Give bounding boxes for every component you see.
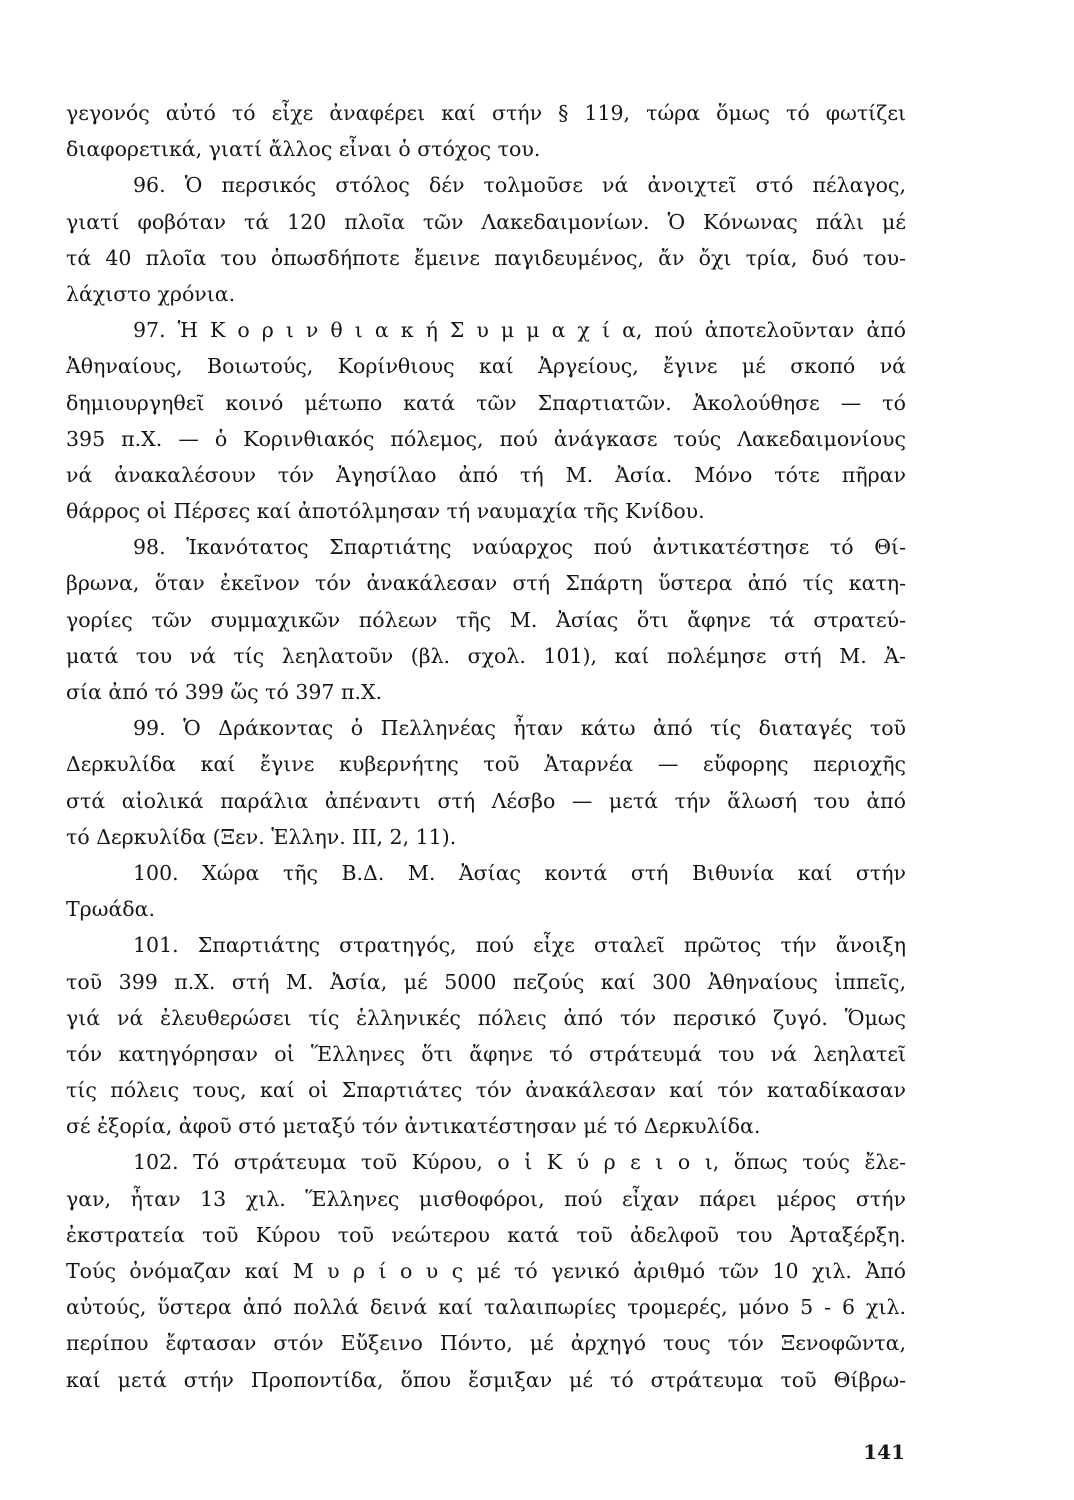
note-97-start: 97. Ἡ Κ ο ρ ι ν θ ι α κ ή Σ υ μ μ α χ ί α, πού ἀποτελοῦνταν ἀπό [133,318,906,343]
text-line: τόν κατηγόρησαν οἱ Ἕλληνες ὅτι ἄφηνε τό στράτευμά του νά λεηλατεῖ [66,1041,906,1066]
note-96-start: 96. Ὁ περσικός στόλος δέν τολμοῦσε νά ἀνοιχτεῖ στό πέλαγος, [133,173,906,198]
text-line: Δερκυλίδα καί ἔγινε κυβερνήτης τοῦ Ἀταρνέα — εὔφορης περιοχῆς [66,752,906,777]
note-98-start: 98. Ἱκανότατος Σπαρτιάτης ναύαρχος πού ἀντικατέστησε τό Θί- [133,535,906,560]
text-line: στά αἰολικά παράλια ἀπέναντι στή Λέσβο — μετά τήν ἅλωσή του ἀπό [66,788,906,813]
body-text [66,95,906,1398]
text-line: περίπου ἔφτασαν στόν Εὔξεινο Πόντο, μέ ἀρχηγό τους τόν Ξενοφῶντα, [66,1331,906,1356]
text-line: γιατί φοβόταν τά 120 πλοῖα τῶν Λακεδαιμονίων. Ὁ Κόνωνας πάλι μέ [66,209,906,234]
text-line: σέ ἐξορία, ἀφοῦ στό μεταξύ τόν ἀντικατέστησαν μέ τό Δερκυλίδα. [66,1114,761,1139]
text-line: τά 40 πλοῖα του ὁπωσδήποτε ἔμεινε παγιδευμένος, ἄν ὄχι τρία, δυό του- [66,245,906,270]
text-line: τίς πόλεις τους, καί οἱ Σπαρτιάτες τόν ἀνακάλεσαν καί τόν καταδίκασαν [66,1078,906,1103]
text-line: αὐτούς, ὕστερα ἀπό πολλά δεινά καί ταλαιπωρίες τρομερές, μόνο 5 - 6 χιλ. [66,1295,906,1320]
text-line: σία ἀπό τό 399 ὥς τό 397 π.Χ. [66,680,383,704]
text-line: γαν, ἦταν 13 χιλ. Ἕλληνες μισθοφόροι, πού εἶχαν πάρει μέρος στήν [66,1186,906,1211]
text-line: νά ἀνακαλέσουν τόν Ἀγησίλαο ἀπό τή Μ. Ἀσία. Μόνο τότε πῆραν [66,462,906,487]
note-99-start: 99. Ὁ Δράκοντας ὁ Πελληνέας ἦταν κάτω ἀπό τίς διαταγές τοῦ [133,716,906,741]
text-line: λάχιστο χρόνια. [66,281,236,306]
page-number: 141 [863,1440,905,1464]
text-line: καί μετά στήν Προποντίδα, ὅπου ἔσμιξαν μέ τό στράτευμα τοῦ Θίβρω- [66,1367,906,1392]
text-line: Ἀθηναίους, Βοιωτούς, Κορίνθιους καί Ἀργείους, ἔγινε μέ σκοπό νά [66,354,906,379]
text-line: βρωνα, ὅταν ἐκεῖνον τόν ἀνακάλεσαν στή Σπάρτη ὕστερα ἀπό τίς κατη- [66,571,906,596]
note-102-start: 102. Τό στράτευμα τοῦ Κύρου, ο ἱ Κ ύ ρ ε ι ο ι, ὅπως τούς ἔλε- [133,1150,906,1175]
text-line: 395 π.Χ. — ὁ Κορινθιακός πόλεμος, πού ἀνάγκασε τούς Λακεδαιμονίους [66,426,906,451]
note-101-start: 101. Σπαρτιάτης στρατηγός, πού εἶχε σταλεῖ πρῶτος τήν ἄνοιξη [133,933,906,958]
text-line: τό Δερκυλίδα (Ξεν. Ἑλλην. III, 2, 11). [66,824,457,849]
text-line: δημιουργηθεῖ κοινό μέτωπο κατά τῶν Σπαρτιατῶν. Ἀκολούθησε — τό [66,390,906,415]
text-line: Τούς ὀνόμαζαν καί Μ υ ρ ί ο υ ς μέ τό γενικό ἀριθμό τῶν 10 χιλ. Ἀπό [66,1259,906,1283]
text-line: τοῦ 399 π.Χ. στή Μ. Ἀσία, μέ 5000 πεζούς καί 300 Ἀθηναίους ἱππεῖς, [66,969,906,994]
text-line: γιά νά ἐλευθερώσει τίς ἑλληνικές πόλεις ἀπό τόν περσικό ζυγό. Ὅμως [66,1005,906,1030]
text-line: γορίες τῶν συμμαχικῶν πόλεων τῆς Μ. Ἀσίας ὅτι ἄφηνε τά στρατεύ- [66,607,906,632]
text-line: Τρωάδα. [66,897,155,922]
text-line: θάρρος οἱ Πέρσες καί ἀποτόλμησαν τή ναυμαχία τῆς Κνίδου. [66,499,705,524]
text-line: γεγονός αὐτό τό εἶχε ἀναφέρει καί στήν § 119, τώρα ὅμως τό φωτίζει [66,101,906,125]
text-line: ἐκστρατεία τοῦ Κύρου τοῦ νεώτερου κατά τοῦ ἀδελφοῦ του Ἀρταξέρξη. [66,1222,906,1247]
text-line: διαφορετικά, γιατί ἄλλος εἶναι ὁ στόχος του. [66,137,541,162]
note-100-start: 100. Χώρα τῆς Β.Δ. Μ. Ἀσίας κοντά στή Βιθυνία καί στήν [133,860,906,885]
text-line: ματά του νά τίς λεηλατοῦν (βλ. σχολ. 101), καί πολέμησε στή Μ. Ἀ- [66,643,906,668]
